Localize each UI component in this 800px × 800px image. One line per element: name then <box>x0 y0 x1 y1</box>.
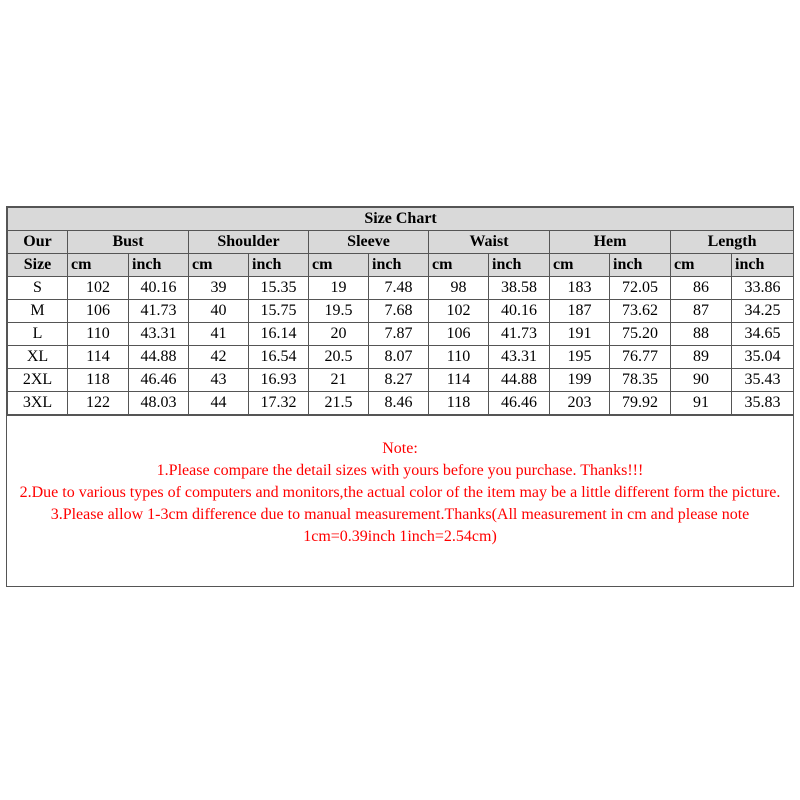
size-row <box>8 300 794 323</box>
value-inch: 46.46 <box>489 392 550 415</box>
value-cm: 19.5 <box>309 300 369 323</box>
value-inch: 40.16 <box>489 300 550 323</box>
value-inch: 46.46 <box>129 369 189 392</box>
value-cm: 44 <box>189 392 249 415</box>
value-cm: 41 <box>189 323 249 346</box>
size-chart-table <box>7 207 794 415</box>
value-inch: 16.14 <box>249 323 309 346</box>
value-cm: 43 <box>189 369 249 392</box>
value-inch: 38.58 <box>489 277 550 300</box>
value-cm: 110 <box>68 323 129 346</box>
value-cm: 91 <box>671 392 732 415</box>
value-inch: 40.16 <box>129 277 189 300</box>
measure-header: Hem <box>550 231 671 254</box>
size-row <box>8 392 794 415</box>
value-cm: 87 <box>671 300 732 323</box>
value-cm: 86 <box>671 277 732 300</box>
unit-cm: cm <box>189 254 249 277</box>
value-inch: 48.03 <box>129 392 189 415</box>
value-cm: 114 <box>68 346 129 369</box>
unit-inch: inch <box>610 254 671 277</box>
value-cm: 40 <box>189 300 249 323</box>
value-cm: 102 <box>429 300 489 323</box>
value-cm: 21 <box>309 369 369 392</box>
note-line: 2.Due to various types of computers and monitors,the actual color of the item may be a little different form the picture. <box>19 484 781 501</box>
note-line: 3.Please allow 1-3cm difference due to manual measurement.Thanks(All measurement in cm and please note 1cm=0.39inch 1inch=2.54cm) <box>50 506 750 545</box>
size-row <box>8 323 794 346</box>
size-row <box>8 369 794 392</box>
value-cm: 39 <box>189 277 249 300</box>
value-cm: 195 <box>550 346 610 369</box>
unit-cm: cm <box>550 254 610 277</box>
value-inch: 75.20 <box>610 323 671 346</box>
size-label: M <box>8 300 68 323</box>
value-cm: 106 <box>68 300 129 323</box>
note-line: 1.Please compare the detail sizes with yours before you purchase. Thanks!!! <box>156 462 644 479</box>
value-inch: 7.87 <box>369 323 429 346</box>
value-inch: 16.54 <box>249 346 309 369</box>
value-inch: 72.05 <box>610 277 671 300</box>
notes-heading: Note: <box>382 440 418 457</box>
value-cm: 21.5 <box>309 392 369 415</box>
value-inch: 76.77 <box>610 346 671 369</box>
value-inch: 78.35 <box>610 369 671 392</box>
value-inch: 8.27 <box>369 369 429 392</box>
value-cm: 88 <box>671 323 732 346</box>
unit-inch: inch <box>489 254 550 277</box>
measure-header: Shoulder <box>189 231 309 254</box>
size-chart-sheet <box>6 206 794 587</box>
value-cm: 102 <box>68 277 129 300</box>
value-cm: 20.5 <box>309 346 369 369</box>
value-cm: 187 <box>550 300 610 323</box>
measure-header: Waist <box>429 231 550 254</box>
size-row <box>8 346 794 369</box>
value-inch: 7.48 <box>369 277 429 300</box>
size-label: S <box>8 277 68 300</box>
unit-cm: cm <box>68 254 129 277</box>
value-inch: 8.07 <box>369 346 429 369</box>
value-inch: 79.92 <box>610 392 671 415</box>
value-cm: 42 <box>189 346 249 369</box>
value-inch: 34.25 <box>732 300 794 323</box>
value-cm: 183 <box>550 277 610 300</box>
value-cm: 114 <box>429 369 489 392</box>
value-inch: 17.32 <box>249 392 309 415</box>
value-cm: 118 <box>68 369 129 392</box>
value-cm: 110 <box>429 346 489 369</box>
value-cm: 203 <box>550 392 610 415</box>
value-inch: 33.86 <box>732 277 794 300</box>
measure-header: Bust <box>68 231 189 254</box>
value-inch: 8.46 <box>369 392 429 415</box>
value-cm: 191 <box>550 323 610 346</box>
value-inch: 44.88 <box>489 369 550 392</box>
value-cm: 89 <box>671 346 732 369</box>
unit-inch: inch <box>369 254 429 277</box>
value-inch: 44.88 <box>129 346 189 369</box>
value-inch: 35.83 <box>732 392 794 415</box>
value-inch: 43.31 <box>489 346 550 369</box>
value-inch: 41.73 <box>129 300 189 323</box>
value-inch: 15.35 <box>249 277 309 300</box>
unit-cm: cm <box>429 254 489 277</box>
size-row <box>8 277 794 300</box>
measure-header: Sleeve <box>309 231 429 254</box>
value-inch: 43.31 <box>129 323 189 346</box>
unit-inch: inch <box>249 254 309 277</box>
unit-inch: inch <box>732 254 794 277</box>
value-cm: 98 <box>429 277 489 300</box>
unit-inch: inch <box>129 254 189 277</box>
size-label: XL <box>8 346 68 369</box>
value-inch: 35.04 <box>732 346 794 369</box>
unit-cm: cm <box>309 254 369 277</box>
value-cm: 122 <box>68 392 129 415</box>
unit-cm: cm <box>671 254 732 277</box>
value-cm: 199 <box>550 369 610 392</box>
value-inch: 15.75 <box>249 300 309 323</box>
value-cm: 118 <box>429 392 489 415</box>
value-inch: 73.62 <box>610 300 671 323</box>
value-cm: 19 <box>309 277 369 300</box>
value-cm: 90 <box>671 369 732 392</box>
value-cm: 20 <box>309 323 369 346</box>
chart-title: Size Chart <box>8 208 794 231</box>
value-inch: 41.73 <box>489 323 550 346</box>
notes-section <box>7 415 793 586</box>
size-label: L <box>8 323 68 346</box>
measure-header: Length <box>671 231 794 254</box>
value-cm: 106 <box>429 323 489 346</box>
value-inch: 16.93 <box>249 369 309 392</box>
corner-label-top: Our <box>8 231 68 254</box>
size-label: 2XL <box>8 369 68 392</box>
size-label: 3XL <box>8 392 68 415</box>
value-inch: 7.68 <box>369 300 429 323</box>
value-inch: 35.43 <box>732 369 794 392</box>
corner-label-bottom: Size <box>8 254 68 277</box>
value-inch: 34.65 <box>732 323 794 346</box>
